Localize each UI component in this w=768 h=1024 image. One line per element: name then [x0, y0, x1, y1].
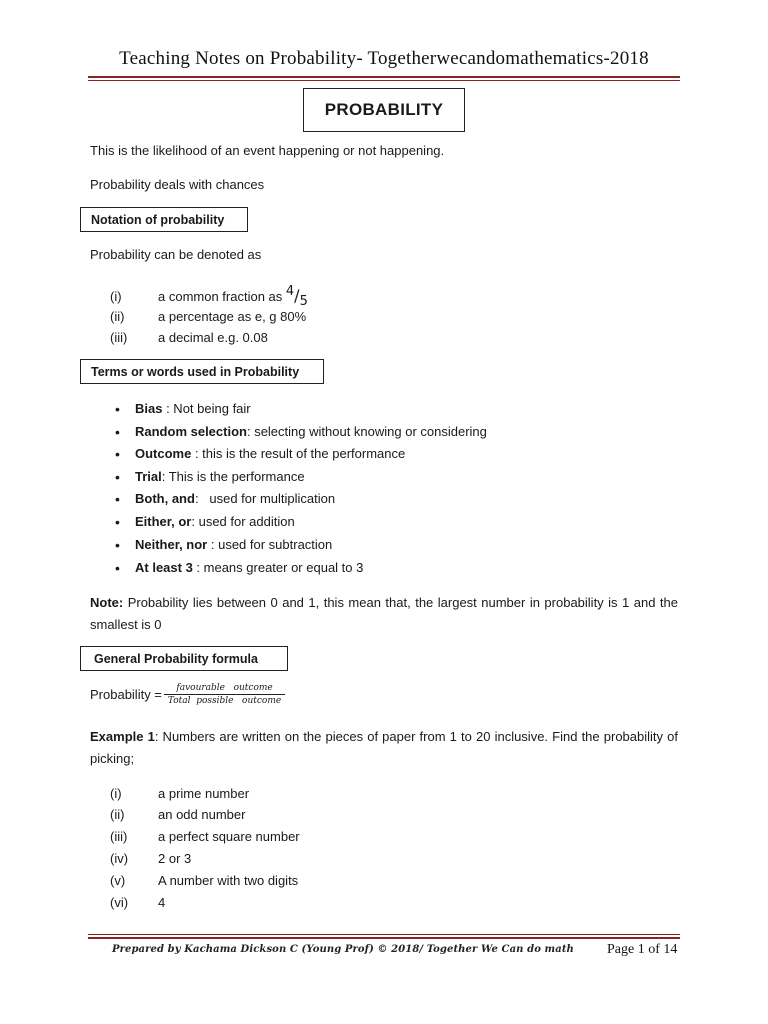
term-definition: : means greater or equal to 3 — [192, 560, 364, 575]
term-definition: : used for subtraction — [207, 537, 333, 552]
term-definition: : this is the result of the performance — [191, 446, 406, 461]
term-item-both-and — [115, 489, 335, 509]
term-label: Random selection — [135, 424, 247, 439]
term-definition: : used for addition — [191, 514, 295, 529]
fraction-four-fifths: $^4/_5$ — [285, 284, 308, 309]
example-item-num: (iii) — [110, 829, 128, 844]
term-label: Neither, nor — [135, 537, 208, 552]
header-rule-thin — [88, 80, 680, 81]
header-rule-thick — [88, 76, 680, 78]
term-label: At least 3 — [135, 560, 193, 575]
notation-item-text: a decimal e.g. 0.08 — [158, 330, 268, 345]
example-item-text: an odd number — [158, 807, 246, 822]
term-item-random-selection — [115, 422, 487, 442]
notation-heading: Notation of probability — [91, 212, 225, 227]
notation-item-num: (iii) — [110, 330, 128, 345]
term-item-bias — [115, 399, 251, 419]
term-definition: : used for multiplication — [194, 491, 336, 506]
page-title-box — [303, 88, 465, 132]
term-label: Either, or — [135, 514, 192, 529]
notation-item-2 — [110, 307, 306, 327]
term-item-at-least-3 — [115, 558, 363, 578]
footer-rule-thick — [88, 937, 680, 939]
terms-heading: Terms or words used in Probability — [91, 364, 300, 379]
terms-heading-box — [80, 359, 324, 384]
formula-fraction — [164, 683, 285, 706]
page-number: Page 1 of 14 — [607, 942, 678, 957]
notation-item-num: (ii) — [110, 309, 125, 324]
example-item-num: (ii) — [110, 807, 125, 822]
term-item-either-or — [115, 512, 295, 532]
notation-item-text: a common fraction as — [158, 289, 286, 304]
term-label: Trial — [135, 469, 162, 484]
example-paragraph — [90, 726, 678, 770]
footer-credit: Prepared by Kachama Dickson C (Young Prof) © 2018/ Together We Can do math — [112, 944, 574, 955]
formula-lhs: Probability = — [90, 687, 162, 702]
formula-heading: General Probability formula — [94, 651, 258, 666]
example-item-num: (iv) — [110, 851, 129, 866]
notation-lead: Probability can be denoted as — [90, 247, 262, 262]
term-definition: : Not being fair — [162, 401, 251, 416]
example-label: Example 1 — [90, 729, 155, 744]
term-label: Bias — [135, 401, 163, 416]
example-item-text: a prime number — [158, 786, 250, 801]
formula-heading-box — [80, 646, 288, 671]
page-title: PROBABILITY — [324, 100, 444, 119]
formula-denominator: Total possible outcome — [167, 696, 282, 706]
example-text: : Numbers are written on the pieces of paper from 1 to 20 inclusive. Find the probability of picking; — [90, 729, 678, 766]
example-item-text: 4 — [158, 895, 166, 910]
example-item-4 — [110, 849, 191, 869]
notation-item-3 — [110, 328, 268, 348]
formula-numerator: favourable outcome — [176, 683, 273, 693]
example-item-num: (i) — [110, 786, 122, 801]
term-item-trial — [115, 467, 305, 487]
example-item-2 — [110, 805, 245, 825]
term-label: Outcome — [135, 446, 192, 461]
example-item-num: (vi) — [110, 895, 129, 910]
example-item-text: a perfect square number — [158, 829, 300, 844]
example-item-text: 2 or 3 — [158, 851, 192, 866]
notation-item-num: (i) — [110, 289, 122, 304]
term-item-outcome — [115, 444, 405, 464]
probability-formula — [90, 683, 285, 706]
footer-rule-thin — [88, 934, 680, 935]
term-label: Both, and — [135, 491, 195, 506]
intro-line-2: Probability deals with chances — [90, 177, 265, 192]
example-item-text: A number with two digits — [158, 873, 299, 888]
example-item-1 — [110, 784, 249, 804]
fraction-numerator: 4 — [285, 284, 295, 299]
note-paragraph — [90, 592, 678, 636]
notation-heading-box — [80, 207, 248, 232]
term-definition: : This is the performance — [161, 469, 305, 484]
intro-line-1: This is the likelihood of an event happening or not happening. — [90, 143, 445, 158]
note-text: Probability lies between 0 and 1, this mean that, the largest number in probability is 1 and the smallest is 0 — [90, 595, 678, 632]
term-item-neither-nor — [115, 535, 332, 555]
term-definition: : selecting without knowing or considering — [246, 424, 487, 439]
example-item-3 — [110, 827, 300, 847]
example-item-5 — [110, 871, 298, 891]
document-header-title: Teaching Notes on Probability- Togetherwecandomathematics-2018 — [119, 48, 649, 69]
example-item-6 — [110, 893, 165, 913]
note-label: Note: — [90, 595, 124, 610]
fraction-denominator: 5 — [299, 294, 308, 309]
notation-item-text: a percentage as e, g 80% — [158, 309, 307, 324]
example-item-num: (v) — [110, 873, 126, 888]
